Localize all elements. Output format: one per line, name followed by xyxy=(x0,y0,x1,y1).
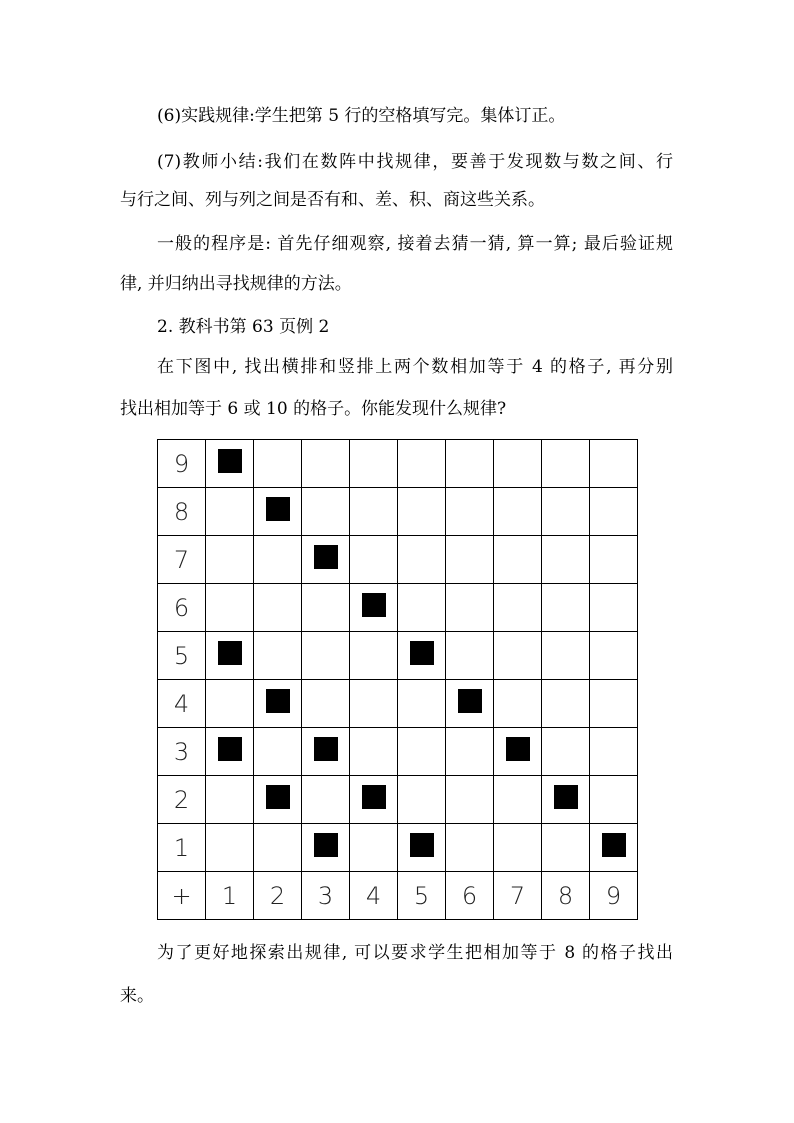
grid-cell xyxy=(350,488,398,536)
grid-cell xyxy=(302,632,350,680)
grid-row xyxy=(158,632,638,680)
paragraph-procedure-line2: 律, 并归纳出寻找规律的方法。 xyxy=(120,274,352,294)
grid-cell xyxy=(446,488,494,536)
grid-cell xyxy=(302,728,350,776)
grid-cell xyxy=(590,584,638,632)
grid-cell xyxy=(302,584,350,632)
grid-cell xyxy=(542,440,590,488)
column-label: 7 xyxy=(494,872,542,920)
grid-cell xyxy=(446,776,494,824)
marked-square xyxy=(362,593,386,617)
paragraph-summary-line1: (7)教师小结:我们在数阵中找规律，要善于发现数与数之间、行 xyxy=(157,152,673,172)
row-label: 2 xyxy=(158,776,206,824)
marked-square xyxy=(218,737,242,761)
paragraph-followup-line2: 来。 xyxy=(120,986,154,1006)
paragraph-procedure-line1: 一般的程序是: 首先仔细观察, 接着去猜一猜, 算一算; 最后验证规 xyxy=(157,234,673,254)
grid-cell xyxy=(350,584,398,632)
grid-cell xyxy=(350,776,398,824)
marked-square xyxy=(218,641,242,665)
column-label: 5 xyxy=(398,872,446,920)
paragraph-followup-line1: 为了更好地探索出规律, 可以要求学生把相加等于 8 的格子找出 xyxy=(157,943,673,963)
grid-row xyxy=(158,728,638,776)
grid-header-row xyxy=(158,872,638,920)
grid-cell xyxy=(590,440,638,488)
grid-cell xyxy=(350,632,398,680)
grid-cell xyxy=(350,536,398,584)
grid-cell xyxy=(398,680,446,728)
grid-cell xyxy=(446,584,494,632)
grid-cell xyxy=(206,776,254,824)
grid-cell xyxy=(254,824,302,872)
row-label: 5 xyxy=(158,632,206,680)
grid-cell xyxy=(254,776,302,824)
plus-sign: + xyxy=(158,872,206,920)
grid-cell xyxy=(590,632,638,680)
marked-square xyxy=(554,785,578,809)
paragraph-practice: (6)实践规律:学生把第 5 行的空格填写完。集体订正。 xyxy=(157,106,566,126)
grid-cell xyxy=(398,824,446,872)
grid-cell xyxy=(398,536,446,584)
grid-cell xyxy=(302,488,350,536)
marked-square xyxy=(410,833,434,857)
grid-cell xyxy=(542,680,590,728)
marked-square xyxy=(266,785,290,809)
grid-cell xyxy=(446,440,494,488)
grid-cell xyxy=(494,440,542,488)
grid-cell xyxy=(446,824,494,872)
grid-cell xyxy=(254,632,302,680)
grid-cell xyxy=(206,584,254,632)
marked-square xyxy=(362,785,386,809)
grid-cell xyxy=(350,824,398,872)
grid-cell xyxy=(590,536,638,584)
column-label: 8 xyxy=(542,872,590,920)
grid-cell xyxy=(542,776,590,824)
column-label: 6 xyxy=(446,872,494,920)
addition-grid xyxy=(157,439,638,920)
grid-cell xyxy=(206,632,254,680)
grid-cell xyxy=(542,536,590,584)
grid-cell xyxy=(302,440,350,488)
grid-cell xyxy=(446,680,494,728)
grid-cell xyxy=(254,488,302,536)
grid-cell xyxy=(206,488,254,536)
marked-square xyxy=(314,833,338,857)
grid-cell xyxy=(590,824,638,872)
grid-cell xyxy=(542,824,590,872)
grid-row xyxy=(158,680,638,728)
grid-row xyxy=(158,440,638,488)
grid-cell xyxy=(494,776,542,824)
grid-cell xyxy=(446,536,494,584)
grid-cell xyxy=(302,776,350,824)
grid-cell xyxy=(494,680,542,728)
grid-cell xyxy=(254,584,302,632)
row-label: 6 xyxy=(158,584,206,632)
paragraph-task-line2: 找出相加等于 6 或 10 的格子。你能发现什么规律? xyxy=(120,399,507,419)
grid-cell xyxy=(350,680,398,728)
row-label: 1 xyxy=(158,824,206,872)
grid-cell xyxy=(350,440,398,488)
grid-cell xyxy=(398,776,446,824)
grid-cell xyxy=(590,776,638,824)
column-label: 9 xyxy=(590,872,638,920)
grid-row xyxy=(158,488,638,536)
grid-cell xyxy=(542,728,590,776)
grid-cell xyxy=(350,728,398,776)
grid-cell xyxy=(590,680,638,728)
grid-cell xyxy=(446,728,494,776)
grid-cell xyxy=(542,632,590,680)
grid-cell xyxy=(206,536,254,584)
grid-cell xyxy=(494,536,542,584)
grid-cell xyxy=(254,440,302,488)
marked-square xyxy=(266,497,290,521)
marked-square xyxy=(506,737,530,761)
row-label: 9 xyxy=(158,440,206,488)
grid-cell xyxy=(494,632,542,680)
grid-cell xyxy=(398,440,446,488)
column-label: 3 xyxy=(302,872,350,920)
grid-cell xyxy=(590,728,638,776)
grid-cell xyxy=(206,824,254,872)
grid-cell xyxy=(206,440,254,488)
grid-cell xyxy=(398,488,446,536)
marked-square xyxy=(602,833,626,857)
grid-row xyxy=(158,824,638,872)
marked-square xyxy=(458,689,482,713)
grid-cell xyxy=(494,584,542,632)
marked-square xyxy=(266,689,290,713)
grid-cell xyxy=(494,728,542,776)
grid-cell xyxy=(590,488,638,536)
marked-square xyxy=(314,737,338,761)
grid-cell xyxy=(494,824,542,872)
grid-cell xyxy=(254,680,302,728)
paragraph-summary-line2: 与行之间、列与列之间是否有和、差、积、商这些关系。 xyxy=(120,190,545,210)
grid-cell xyxy=(302,536,350,584)
grid-cell xyxy=(302,824,350,872)
paragraph-task-line1: 在下图中, 找出横排和竖排上两个数相加等于 4 的格子, 再分别 xyxy=(157,357,673,377)
grid-cell xyxy=(542,584,590,632)
grid-row xyxy=(158,536,638,584)
grid-cell xyxy=(446,632,494,680)
marked-square xyxy=(314,545,338,569)
marked-square xyxy=(410,641,434,665)
grid-row xyxy=(158,776,638,824)
grid-cell xyxy=(254,536,302,584)
row-label: 4 xyxy=(158,680,206,728)
grid-cell xyxy=(398,584,446,632)
grid-cell xyxy=(398,632,446,680)
grid-cell xyxy=(542,488,590,536)
grid-cell xyxy=(398,728,446,776)
grid-cell xyxy=(302,680,350,728)
column-label: 1 xyxy=(206,872,254,920)
grid-row xyxy=(158,584,638,632)
column-label: 2 xyxy=(254,872,302,920)
section-heading-example2: 2. 教科书第 63 页例 2 xyxy=(157,317,330,337)
grid-cell xyxy=(494,488,542,536)
grid-cell xyxy=(206,728,254,776)
row-label: 8 xyxy=(158,488,206,536)
grid-cell xyxy=(254,728,302,776)
column-label: 4 xyxy=(350,872,398,920)
row-label: 3 xyxy=(158,728,206,776)
grid-cell xyxy=(206,680,254,728)
marked-square xyxy=(218,449,242,473)
row-label: 7 xyxy=(158,536,206,584)
